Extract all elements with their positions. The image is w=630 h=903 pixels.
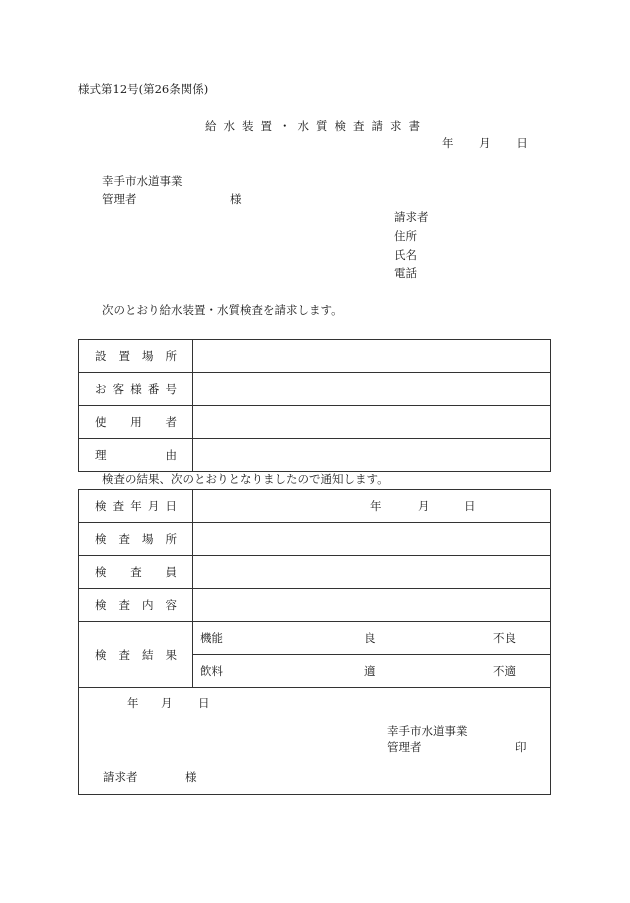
result-function-good[interactable]: 良 xyxy=(364,631,376,645)
inspection-content-field[interactable] xyxy=(193,589,551,622)
inspection-date-day: 日 xyxy=(464,499,476,513)
header-date-year: 年 xyxy=(442,136,454,150)
footer-sama: 様 xyxy=(185,770,197,784)
label-cell xyxy=(79,523,193,556)
table-row xyxy=(79,340,551,373)
notice-text: 検査の結果、次のとおりとなりましたので通知します。 xyxy=(102,472,389,486)
table-row xyxy=(79,688,551,795)
requester-name: 氏名 xyxy=(394,248,417,262)
table-row xyxy=(79,439,551,472)
inspector-label: 検 査 員 xyxy=(95,565,177,579)
table-row xyxy=(79,556,551,589)
inspector-field[interactable] xyxy=(193,556,551,589)
footer-requester: 請求者 xyxy=(103,770,138,784)
inspection-date-year: 年 xyxy=(370,499,382,513)
label-cell xyxy=(79,373,193,406)
reason-label: 理 由 xyxy=(95,448,177,462)
label-cell xyxy=(79,340,193,373)
table-row xyxy=(79,589,551,622)
inspection-result-cell xyxy=(193,622,551,688)
requester-address: 住所 xyxy=(394,229,417,243)
result-drinking-item: 飲料 xyxy=(200,664,223,678)
intro-text: 次のとおり給水装置・水質検査を請求します。 xyxy=(102,303,343,317)
table-row xyxy=(79,373,551,406)
footer-manager: 管理者 xyxy=(387,740,422,754)
label-cell xyxy=(79,406,193,439)
notification-cell xyxy=(79,688,551,795)
inspection-place-field[interactable] xyxy=(193,523,551,556)
label-cell xyxy=(79,622,193,688)
page-title: 給水装置・水質検査請求書 xyxy=(205,119,427,133)
form-number: 様式第12号(第26条関係) xyxy=(78,82,209,96)
requester-phone: 電話 xyxy=(394,266,417,280)
customer-number-label: お 客 様 番 号 xyxy=(95,382,177,396)
setchi-basho-label: 設 置 場 所 xyxy=(95,349,177,363)
label-cell xyxy=(79,439,193,472)
user-label: 使 用 者 xyxy=(95,415,177,429)
addressee-org: 幸手市水道事業 xyxy=(102,174,183,188)
inspection-place-label: 検 査 場 所 xyxy=(95,532,177,546)
installation-location-field[interactable] xyxy=(193,340,551,373)
footer-org: 幸手市水道事業 xyxy=(387,724,468,738)
result-function-bad[interactable]: 不良 xyxy=(493,631,516,645)
inspection-result-label: 検 査 結 果 xyxy=(95,647,177,662)
table-row xyxy=(79,406,551,439)
reason-field[interactable] xyxy=(193,439,551,472)
header-date-month: 月 xyxy=(479,136,491,150)
result-function-row xyxy=(193,622,550,654)
result-drinking-good[interactable]: 適 xyxy=(364,664,376,678)
footer-date-day: 日 xyxy=(198,696,210,710)
requester-heading: 請求者 xyxy=(394,210,429,224)
result-drinking-bad[interactable]: 不適 xyxy=(493,664,516,678)
header-date xyxy=(442,138,528,150)
inspection-date-label: 検 査 年 月 日 xyxy=(95,499,177,513)
table-row xyxy=(79,490,551,523)
inspection-content-label: 検 査 内 容 xyxy=(95,598,177,612)
request-table xyxy=(78,339,551,472)
result-drinking-row xyxy=(193,654,550,687)
table-row xyxy=(79,622,551,688)
result-function-item: 機能 xyxy=(200,631,223,645)
footer-date-month: 月 xyxy=(161,696,173,710)
inspection-date-month: 月 xyxy=(418,499,430,513)
addressee-sama: 様 xyxy=(230,192,242,206)
footer-date-year: 年 xyxy=(127,696,139,710)
addressee-manager: 管理者 xyxy=(102,192,137,206)
label-cell xyxy=(79,589,193,622)
inspection-date-field[interactable] xyxy=(193,490,551,523)
seal-mark: 印 xyxy=(515,740,527,754)
customer-number-field[interactable] xyxy=(193,373,551,406)
user-field[interactable] xyxy=(193,406,551,439)
label-cell xyxy=(79,556,193,589)
table-row xyxy=(79,523,551,556)
result-table xyxy=(78,489,551,795)
header-date-day: 日 xyxy=(516,136,528,150)
label-cell xyxy=(79,490,193,523)
